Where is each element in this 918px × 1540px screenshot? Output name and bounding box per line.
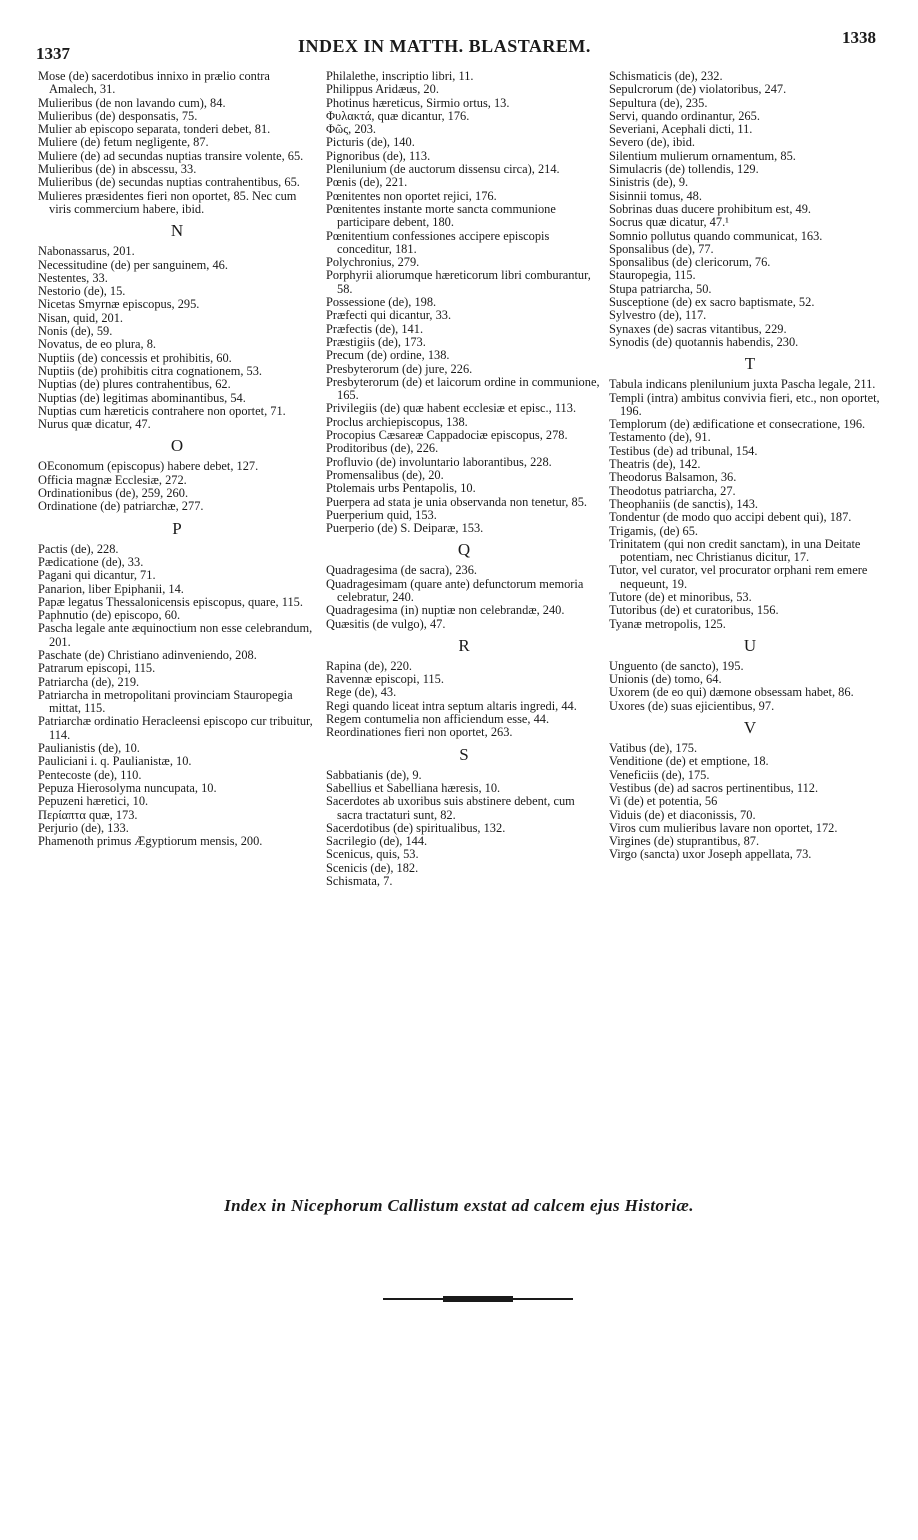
index-entry: Nuptias (de) legitimas abominantibus, 54. bbox=[38, 390, 246, 405]
index-entry: Pœnitentes non oportet rejici, 176. bbox=[326, 188, 497, 203]
index-entry: Nestentes, 33. bbox=[38, 270, 108, 285]
index-entry: Uxores (de) suas ejicientibus, 97. bbox=[609, 698, 775, 713]
index-entry: Veneficiis (de), 175. bbox=[609, 767, 710, 782]
index-entry: Nuptiis (de) prohibitis citra cognationem, 53. bbox=[38, 363, 263, 378]
index-entry: Pepuzeni hæretici, 10. bbox=[38, 794, 149, 809]
index-entry: Sabellius et Sabelliana hæresis, 10. bbox=[326, 780, 501, 795]
index-entry: Sobrinas duas ducere prohibitum est, 49. bbox=[609, 201, 812, 216]
index-entry: Pagani qui dicantur, 71. bbox=[38, 568, 156, 583]
index-entry: Mose (de) sacerdotibus innixo in prælio contra Amalech, 31. bbox=[38, 69, 270, 97]
index-entry: Schismata, 7. bbox=[326, 874, 393, 889]
index-entry: Pauliciani i. q. Paulianistæ, 10. bbox=[38, 754, 192, 769]
page-number-right: 1338 bbox=[842, 28, 876, 47]
index-entry: Vestibus (de) ad sacros pertinentibus, 112. bbox=[609, 780, 819, 795]
index-entry: Nuptias (de) plures contrahentibus, 62. bbox=[38, 377, 231, 392]
index-entry: Sisinnii tomus, 48. bbox=[609, 188, 702, 203]
index-entry: Nabonassarus, 201. bbox=[38, 244, 135, 259]
index-entry: Tutoribus (de) et curatoribus, 156. bbox=[609, 603, 779, 618]
index-entry: Περίαπτα quæ, 173. bbox=[38, 807, 138, 822]
index-entry: Philippus Aridæus, 20. bbox=[326, 82, 439, 97]
index-entry: Phamenoth primus Ægyptiorum mensis, 200. bbox=[38, 834, 263, 849]
index-entry: Promensalibus (de), 20. bbox=[326, 467, 444, 482]
index-entry: Severiani, Acephali dicti, 11. bbox=[609, 122, 753, 137]
index-entry: Reordinationes fieri non oportet, 263. bbox=[326, 725, 513, 740]
index-entry: Synodis (de) quotannis habendis, 230. bbox=[609, 334, 799, 349]
section-letter: V bbox=[743, 718, 757, 738]
index-column-1 bbox=[38, 70, 316, 848]
index-entry: Vatibus (de), 175. bbox=[609, 741, 698, 756]
index-entry: Photinus hæreticus, Sirmio ortus, 13. bbox=[326, 95, 510, 110]
index-entry: Φῶς, 203. bbox=[326, 122, 376, 137]
index-entry: Ptolemais urbs Pentapolis, 10. bbox=[326, 481, 476, 496]
index-entry: Officia magnæ Ecclesiæ, 272. bbox=[38, 472, 187, 487]
index-entry: Scenicus, quis, 53. bbox=[326, 847, 419, 862]
footer-note: Index in Nicephorum Callistum exstat ad calcem ejus Historiæ. bbox=[224, 1196, 694, 1215]
index-entry: Quadragesima (in) nuptiæ non celebrandæ, 240. bbox=[326, 603, 565, 618]
index-entry: Trigamis, (de) 65. bbox=[609, 523, 699, 538]
index-entry: Picturis (de), 140. bbox=[326, 135, 415, 150]
index-entry: Sacerdotibus (de) spiritualibus, 132. bbox=[326, 820, 506, 835]
index-entry: Mulieribus (de) in abscessu, 33. bbox=[38, 162, 197, 177]
index-entry: Templorum (de) ædificatione et consecratione, 196. bbox=[609, 417, 866, 432]
index-entry: Unguento (de sancto), 195. bbox=[609, 658, 744, 673]
index-entry: Nuptiis (de) concessis et prohibitis, 60. bbox=[38, 350, 232, 365]
index-entry: Paulianistis (de), 10. bbox=[38, 741, 140, 756]
index-entry: Pepuza Hierosolyma nuncupata, 10. bbox=[38, 780, 217, 795]
index-entry: Socrus quæ dicatur, 47.¹ bbox=[609, 215, 729, 230]
index-entry: Puerperium quid, 153. bbox=[326, 507, 437, 522]
index-entry: Patriarchæ ordinatio Heracleensi episcopo cur tribuitur, 114. bbox=[38, 714, 313, 742]
index-entry: Sepultura (de), 235. bbox=[609, 95, 708, 110]
index-entry: Venditione (de) et emptione, 18. bbox=[609, 754, 769, 769]
index-entry: Virgines (de) stuprantibus, 87. bbox=[609, 834, 760, 849]
index-entry: Nisan, quid, 201. bbox=[38, 310, 124, 325]
index-entry: Panarion, liber Epiphanii, 14. bbox=[38, 581, 184, 596]
index-entry: Pœnis (de), 221. bbox=[326, 175, 408, 190]
index-entry: Tyanæ metropolis, 125. bbox=[609, 616, 726, 631]
index-entry: Regem contumelia non afficiendum esse, 44. bbox=[326, 712, 550, 727]
index-entry: Quæsitis (de vulgo), 47. bbox=[326, 616, 446, 631]
index-entry: Ordinatione (de) patriarchæ, 277. bbox=[38, 499, 204, 514]
index-entry: Testibus (de) ad tribunal, 154. bbox=[609, 443, 758, 458]
index-column-3 bbox=[609, 70, 891, 862]
index-entry: Pignoribus (de), 113. bbox=[326, 148, 431, 163]
ornament-rule bbox=[383, 1296, 573, 1302]
section-letter: P bbox=[172, 518, 182, 538]
index-entry: Uxorem (de eo qui) dæmone obsessam habet, 86. bbox=[609, 685, 854, 700]
index-entry: Quadragesimam (quare ante) defunctorum memoria celebratur, 240. bbox=[326, 576, 584, 604]
index-entry: Tabula indicans plenilunium juxta Pascha legale, 211. bbox=[609, 377, 876, 392]
index-entry: Proclus archiepiscopus, 138. bbox=[326, 414, 468, 429]
index-entry: Paphnutio (de) episcopo, 60. bbox=[38, 608, 181, 623]
index-entry: Theodotus patriarcha, 27. bbox=[609, 483, 736, 498]
index-entry: Rege (de), 43. bbox=[326, 685, 397, 700]
index-entry: Mulieribus (de) desponsatis, 75. bbox=[38, 108, 198, 123]
index-entry: Simulacris (de) tollendis, 129. bbox=[609, 162, 759, 177]
index-entry: Pœnitentes instante morte sancta communione participare debent, 180. bbox=[326, 201, 556, 230]
index-entry: Susceptione (de) ex sacro baptismate, 52. bbox=[609, 295, 815, 310]
index-entry: Severo (de), ibid. bbox=[609, 135, 696, 150]
index-entry: Pædicatione (de), 33. bbox=[38, 554, 144, 569]
index-entry: Pentecoste (de), 110. bbox=[38, 767, 142, 782]
index-entry: Stauropegia, 115. bbox=[609, 268, 696, 283]
index-entry: Viduis (de) et diaconissis, 70. bbox=[609, 807, 756, 822]
index-entry: Mulieribus (de non lavando cum), 84. bbox=[38, 95, 226, 110]
index-entry: Pactis (de), 228. bbox=[38, 541, 119, 556]
index-entry: Proditoribus (de), 226. bbox=[326, 441, 439, 456]
index-entry: Mulieres præsidentes fieri non oportet, 85. Nec cum viris commercium habere, ibid. bbox=[38, 188, 297, 216]
section-letter: O bbox=[170, 436, 184, 456]
index-entry: Regi quando liceat intra septum altaris ingredi, 44. bbox=[326, 698, 577, 713]
index-entry: Mulieribus (de) secundas nuptias contrahentibus, 65. bbox=[38, 175, 300, 190]
index-entry: Tutor, vel curator, vel procurator orphani rem emere nequeunt, 19. bbox=[609, 563, 868, 591]
index-entry: Procopius Cæsareæ Cappadociæ episcopus, 278. bbox=[326, 428, 568, 443]
index-entry: Sylvestro (de), 117. bbox=[609, 308, 707, 323]
index-entry: Φυλακτά, quæ dicantur, 176. bbox=[326, 108, 470, 123]
running-title: INDEX IN MATTH. BLASTAREM. bbox=[298, 36, 591, 56]
section-letter: R bbox=[458, 635, 470, 655]
index-entry: Porphyrii aliorumque hæreticorum libri comburantur, 58. bbox=[326, 268, 591, 296]
index-entry: Presbyterorum (de) et laicorum ordine in communione, 165. bbox=[326, 374, 600, 403]
index-entry: Stupa patriarcha, 50. bbox=[609, 281, 712, 296]
index-entry: Trinitatem (qui non credit sanctam), in una Deitate potentiam, nec Christianus dicitur, 17. bbox=[609, 536, 861, 565]
index-entry: Patriarcha in metropolitani provinciam Stauropegia mittat, 115. bbox=[38, 687, 293, 716]
index-entry: Ordinationibus (de), 259, 260. bbox=[38, 486, 189, 501]
index-entry: Sponsalibus (de), 77. bbox=[609, 241, 714, 256]
index-entry: Scenicis (de), 182. bbox=[326, 860, 419, 875]
index-entry: Præfecti qui dicantur, 33. bbox=[326, 308, 452, 323]
section-letter: S bbox=[459, 744, 469, 764]
index-entry: Precum (de) ordine, 138. bbox=[326, 348, 450, 363]
index-entry: OEconomum (episcopus) habere debet, 127. bbox=[38, 459, 259, 474]
index-entry: Necessitudine (de) per sanguinem, 46. bbox=[38, 257, 228, 272]
index-entry: Privilegiis (de) quæ habent ecclesiæ et episc., 113. bbox=[326, 401, 577, 416]
section-letter: U bbox=[743, 635, 757, 655]
index-entry: Vi (de) et potentia, 56 bbox=[609, 794, 718, 809]
index-entry: Sabbatianis (de), 9. bbox=[326, 767, 422, 782]
index-entry: Philalethe, inscriptio libri, 11. bbox=[326, 69, 474, 83]
index-entry: Puerperio (de) S. Deiparæ, 153. bbox=[326, 521, 484, 536]
index-entry: Nicetas Smyrnæ episcopus, 295. bbox=[38, 297, 200, 312]
index-column-2 bbox=[326, 70, 602, 888]
index-entry: Plenilunium (de auctorum dissensu circa), 214. bbox=[326, 162, 560, 177]
index-entry: Præstigiis (de), 173. bbox=[326, 334, 426, 349]
index-entry: Virgo (sancta) uxor Joseph appellata, 73. bbox=[609, 847, 812, 862]
index-entry: Presbyterorum (de) jure, 226. bbox=[326, 361, 473, 376]
index-entry: Polychronius, 279. bbox=[326, 255, 420, 270]
index-entry: Nuptias cum hæreticis contrahere non oportet, 71. bbox=[38, 403, 286, 418]
index-entry: Quadragesima (de sacra), 236. bbox=[326, 563, 478, 578]
index-entry: Perjurio (de), 133. bbox=[38, 820, 129, 835]
index-entry: Somnio pollutus quando communicat, 163. bbox=[609, 228, 823, 243]
index-entry: Nonis (de), 59. bbox=[38, 324, 113, 339]
index-entry: Patriarcha (de), 219. bbox=[38, 674, 140, 689]
index-entry: Præfectis (de), 141. bbox=[326, 321, 424, 336]
page-number-left: 1337 bbox=[36, 44, 70, 63]
index-entry: Paschate (de) Christiano adinveniendo, 208. bbox=[38, 647, 257, 662]
index-entry: Servi, quando ordinantur, 265. bbox=[609, 108, 760, 123]
index-entry: Schismaticis (de), 232. bbox=[609, 69, 723, 83]
index-entry: Testamento (de), 91. bbox=[609, 430, 711, 445]
index-entry: Pœnitentium confessiones accipere episcopis conceditur, 181. bbox=[326, 228, 550, 256]
index-entry: Unionis (de) tomo, 64. bbox=[609, 672, 722, 687]
index-entry: Synaxes (de) sacras vitantibus, 229. bbox=[609, 321, 787, 336]
index-entry: Theophaniis (de sanctis), 143. bbox=[609, 496, 758, 511]
section-letter: N bbox=[170, 221, 184, 241]
index-entry: Tutore (de) et minoribus, 53. bbox=[609, 589, 752, 604]
index-entry: Papæ legatus Thessalonicensis episcopus, quare, 115. bbox=[38, 594, 303, 609]
index-entry: Templi (intra) ambitus convivia fieri, etc., non oportet, 196. bbox=[609, 390, 880, 418]
index-entry: Nestorio (de), 15. bbox=[38, 284, 126, 299]
index-entry: Silentium mulierum ornamentum, 85. bbox=[609, 148, 796, 163]
index-entry: Nurus quæ dicatur, 47. bbox=[38, 417, 151, 432]
index-entry: Ravennæ episcopi, 115. bbox=[326, 672, 444, 687]
index-entry: Muliere (de) ad secundas nuptias transire volente, 65. bbox=[38, 148, 304, 163]
index-entry: Patrarum episcopi, 115. bbox=[38, 661, 156, 676]
index-entry: Sepulcrorum (de) violatoribus, 247. bbox=[609, 82, 787, 97]
index-entry: Novatus, de eo plura, 8. bbox=[38, 337, 157, 352]
index-entry: Theatris (de), 142. bbox=[609, 457, 701, 472]
index-entry: Viros cum mulieribus lavare non oportet, 172. bbox=[609, 820, 838, 835]
index-entry: Puerpera ad stata je unia observanda non tenetur, 85. bbox=[326, 494, 587, 509]
index-entry: Sinistris (de), 9. bbox=[609, 175, 689, 190]
index-entry: Profluvio (de) involuntario laborantibus, 228. bbox=[326, 454, 552, 469]
index-entry: Sacrilegio (de), 144. bbox=[326, 834, 428, 849]
index-entry: Possessione (de), 198. bbox=[326, 295, 437, 310]
index-entry: Muliere (de) fetum negligente, 87. bbox=[38, 135, 209, 150]
section-letter: Q bbox=[457, 540, 471, 560]
index-entry: Sponsalibus (de) clericorum, 76. bbox=[609, 255, 771, 270]
index-entry: Sacerdotes ab uxoribus suis abstinere debent, cum sacra tractaturi sunt, 82. bbox=[326, 794, 575, 822]
section-letter: T bbox=[744, 354, 756, 374]
index-entry: Pascha legale ante æquinoctium non esse celebrandum, 201. bbox=[38, 621, 313, 649]
index-entry: Theodorus Balsamon, 36. bbox=[609, 470, 737, 485]
index-entry: Mulier ab episcopo separata, tonderi debet, 81. bbox=[38, 122, 271, 137]
index-entry: Rapina (de), 220. bbox=[326, 658, 413, 673]
index-entry: Tondentur (de modo quo accipi debent qui), 187. bbox=[609, 510, 852, 525]
